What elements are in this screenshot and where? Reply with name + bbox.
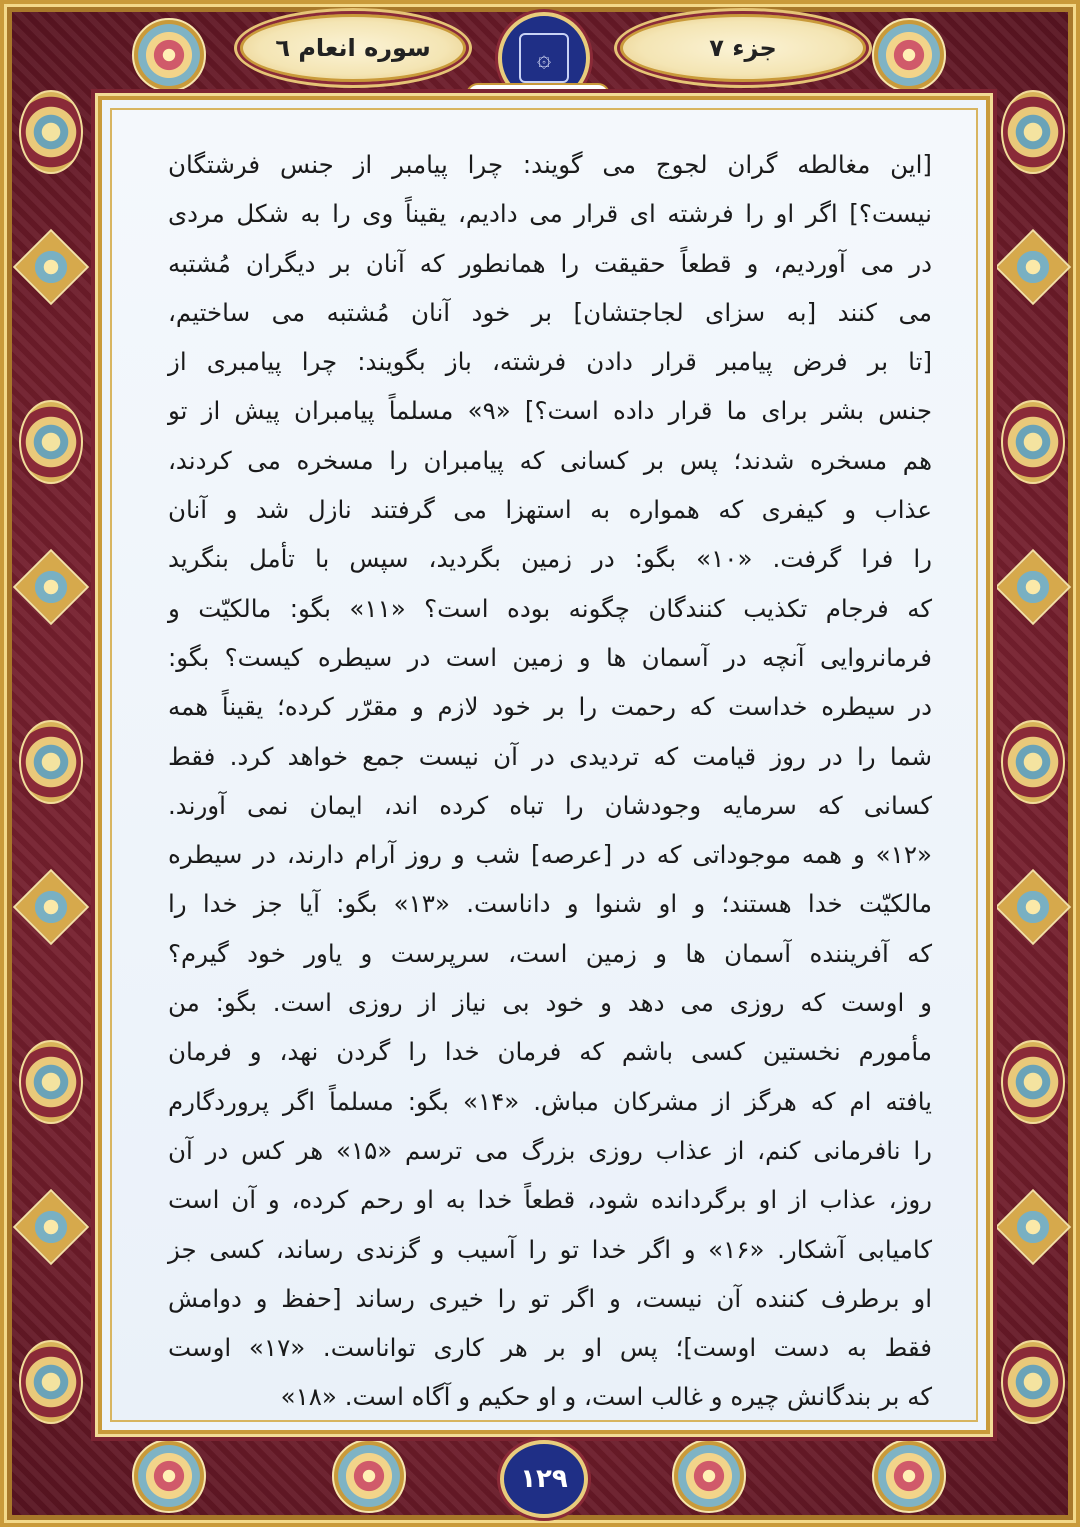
text-line: نیست؟] اگر او را فرشته ای قرار می دادیم، یقیناً وی را به شکل مردی [168,199,932,229]
text-line: روز، عذاب از او برگردانده شود، قطعاً خدا به او رحم کرده، و آن است [168,1185,932,1215]
text-line: هم مسخره شدند؛ پس بر کسانی که پیامبران را مسخره می کردند، [168,445,932,475]
medallion-icon [1001,720,1065,804]
flower-ornament-icon [332,1439,406,1513]
medallion-icon [19,90,83,174]
text-line: در سیطره خداست که رحمت را بر خود لازم و مقرّر کرده؛ یقیناً همه [168,692,932,722]
diamond-ornament-icon [13,549,89,625]
text-line: و اوست که روزی می دهد و خود بی نیاز از روزی است. بگو: من [168,988,932,1018]
medallion-icon [1001,90,1065,174]
text-line: فرمانروایی آنچه در آسمان ها و زمین است در سیطره کیست؟ بگو: [168,642,932,672]
diamond-ornament-icon [995,549,1071,625]
right-ornament-column [994,70,1068,1450]
flower-ornament-icon [132,1439,206,1513]
text-line: در می آوردیم، و قطعاً حقیقت را همانطور که آنان بر دیگران مُشتبه [168,248,932,278]
text-line: عذاب و کیفری که همواره به استهزا می گرفتند نازل شد و آنان [168,495,932,525]
flower-ornament-icon [672,1439,746,1513]
text-line: شما را در روز قیامت که تردیدی در آن نیست جمع خواهد کرد. فقط [168,741,932,771]
text-line: [تا بر فرض پیامبر قرار دادن فرشته، باز بگویند: چرا پیامبری از [168,347,932,377]
text-line: می کنند [به سزای لجاجتشان] بر خود آنان مُشتبه می ساختیم، [168,297,932,327]
text-line: مأمورم نخستین کسی باشم که فرمان خدا را گردن نهد، و فرمان [168,1037,932,1067]
logo-emblem: ۞ [519,33,569,83]
diamond-ornament-icon [995,229,1071,305]
juz-label: جزء ۷ [620,14,866,82]
text-line: را فرا گرفت. «۱۰» بگو: در زمین بگردید، سپس با تأمل بنگرید [168,544,932,574]
text-line: کامیابی آشکار. «۱۶» و اگر خدا تو را آسیب و گزندی رساند، کسی جز [168,1234,932,1264]
text-line: را نافرمانی کنم، از عذاب روزی بزرگ می ترسم «۱۵» هر کس در آن [168,1135,932,1165]
diamond-ornament-icon [995,869,1071,945]
medallion-icon [19,720,83,804]
text-line: او برطرف کننده آن نیست، و اگر تو را خیری رساند [حفظ و دوامش [168,1283,932,1313]
left-ornament-column [12,70,86,1450]
text-panel-frame [98,96,990,1434]
diamond-ornament-icon [13,229,89,305]
diamond-ornament-icon [13,869,89,945]
text-line: کسانی که سرمایه وجودشان را تباه کرده اند، ایمان نمی آورند. [168,790,932,820]
text-line: که آفریننده آسمان ها و زمین است، سرپرست و یاور خود گیرم؟ [168,938,932,968]
text-line: که بر بندگانش چیره و غالب است، و او حکیم و آگاه است. «۱۸» [280,1382,932,1412]
medallion-icon [1001,1340,1065,1424]
text-line: یافته ام که هرگز از مشرکان مباش. «۱۴» بگو: مسلماً اگر پروردگارم [168,1086,932,1116]
flower-ornament-icon [872,1439,946,1513]
flower-ornament-icon [872,18,946,92]
medallion-icon [19,400,83,484]
flower-ornament-icon [132,18,206,92]
text-line: «۱۲» و همه موجوداتی که در [عرصه] شب و روز آرام دارند، در سیطره [168,840,932,870]
diamond-ornament-icon [995,1189,1071,1265]
medallion-icon [1001,400,1065,484]
translation-text [168,140,932,1422]
page-number: ۱۲۹ [500,1440,588,1518]
text-panel [110,108,978,1422]
surah-label: سوره انعام ٦ [240,14,466,82]
diamond-ornament-icon [13,1189,89,1265]
text-line: [این مغالطه گران لجوج می گویند: چرا پیامبر از جنس فرشتگان [168,150,932,179]
text-line: که فرجام تکذیب کنندگان چگونه بوده است؟ «۱۱» بگو: مالکیّت و [168,593,932,623]
medallion-icon [1001,1040,1065,1124]
text-line: فقط به دست اوست]؛ پس او بر هر کاری تواناست. «۱۷» اوست [168,1333,932,1363]
medallion-icon [19,1040,83,1124]
text-line: جنس بشر برای ما قرار داده است؟] «۹» مسلماً پیامبران پیش از تو [168,396,932,426]
text-line: مالکیّت خدا هستند؛ و او شنوا و داناست. «۱۳» بگو: آیا جز خدا را [168,889,932,919]
medallion-icon [19,1340,83,1424]
